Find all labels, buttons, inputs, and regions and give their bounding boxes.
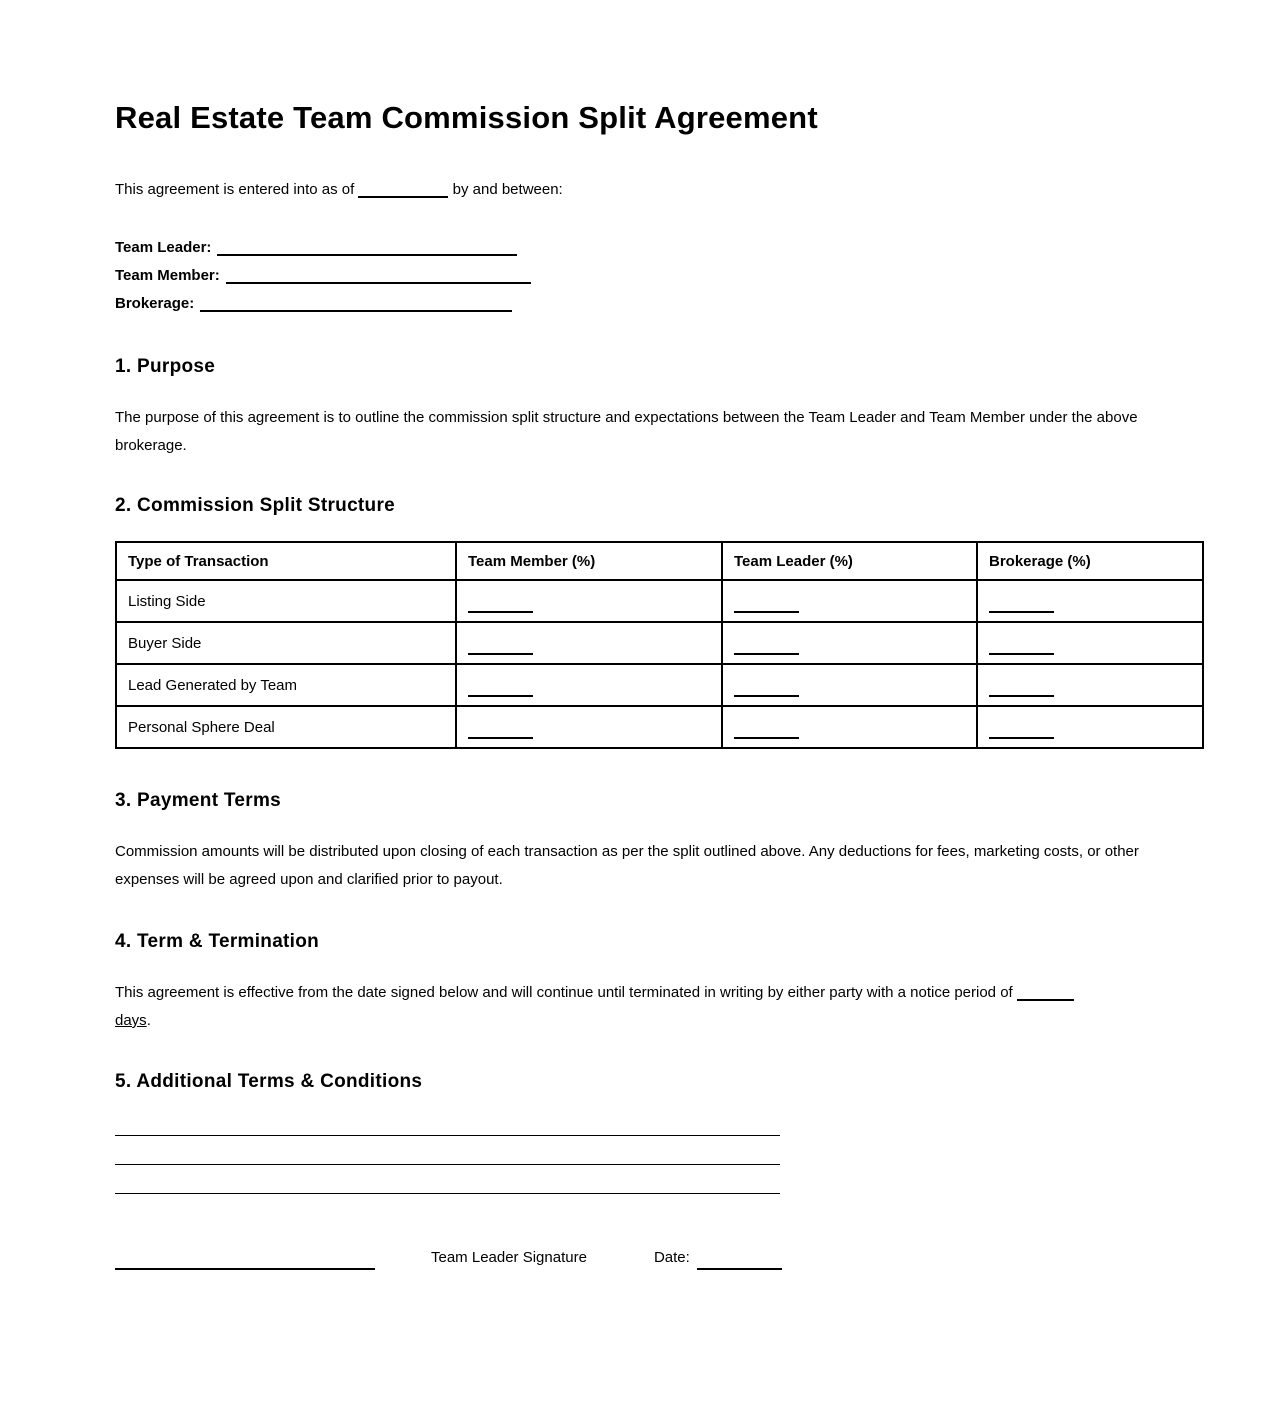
parties-block [115,234,1148,318]
table-header-row [116,542,1203,580]
commission-split-table [115,541,1204,749]
team-leader-row [115,234,1148,262]
pct-blank-cell [977,664,1203,706]
header-type-of-transaction: Type of Transaction [116,542,456,580]
pct-blank-cell [722,622,977,664]
team-leader-label: Team Leader: [115,239,212,256]
pct-blank-line [989,695,1054,697]
table-row [116,622,1203,664]
brokerage-row [115,290,1148,318]
pct-blank-cell [456,622,722,664]
pct-blank-cell [722,580,977,622]
row-label: Buyer Side [116,622,456,664]
term-underlined-word: days [115,1012,147,1029]
intro-text-before: This agreement is entered into as of [115,181,359,198]
pct-blank-cell [456,706,722,748]
pct-blank-line [734,737,799,739]
pct-blank-line [734,653,799,655]
pct-blank-cell [456,664,722,706]
row-label: Personal Sphere Deal [116,706,456,748]
pct-blank-line [734,695,799,697]
pct-blank-cell [977,580,1203,622]
writing-line [115,1165,780,1194]
pct-blank-cell [977,706,1203,748]
term-termination-body [115,979,1148,1035]
team-member-label: Team Member: [115,267,220,284]
section-heading-purpose: 1. Purpose [115,356,216,377]
term-text-before: This agreement is effective from the date signed below and will continue until terminated in writing by either party with a notice period of [115,984,1017,1001]
header-team-leader-pct: Team Leader (%) [722,542,977,580]
table-row [116,706,1203,748]
pct-blank-line [468,737,533,739]
team-leader-blank-line [217,240,517,256]
additional-terms-writing-lines [115,1107,1148,1194]
section-heading-commission-split: 2. Commission Split Structure [115,495,396,516]
pct-blank-cell [977,622,1203,664]
header-team-member-pct: Team Member (%) [456,542,722,580]
date-label: Date: [653,1249,690,1266]
intro-text-after: by and between: [448,181,563,198]
pct-blank-line [468,653,533,655]
intro-paragraph [115,176,1148,204]
brokerage-blank-line [200,296,512,312]
pct-blank-line [989,653,1054,655]
purpose-body: The purpose of this agreement is to outline the commission split structure and expectations between the Team Leader and Team Member under the above brokerage. [115,409,1138,454]
section-heading-additional-terms: 5. Additional Terms & Conditions [115,1071,423,1092]
document-title: Real Estate Team Commission Split Agreement [115,100,818,135]
brokerage-label: Brokerage: [115,295,195,312]
row-label: Listing Side [116,580,456,622]
table-row [116,664,1203,706]
pct-blank-line [989,611,1054,613]
pct-blank-line [989,737,1054,739]
pct-blank-line [734,611,799,613]
pct-blank-line [468,695,533,697]
team-member-row [115,262,1148,290]
date-blank-line [697,1250,782,1270]
writing-line [115,1136,780,1165]
pct-blank-cell [456,580,722,622]
header-brokerage-pct: Brokerage (%) [977,542,1203,580]
term-trailing-punctuation: . [146,1012,151,1029]
row-label: Lead Generated by Team [116,664,456,706]
section-heading-term-termination: 4. Term & Termination [115,931,320,952]
writing-line [115,1107,780,1136]
pct-blank-cell [722,706,977,748]
table-row [116,580,1203,622]
payment-terms-body: Commission amounts will be distributed upon closing of each transaction as per the split outlined above. Any deductions for fees, marketing costs, or other expenses will be agreed upon and clarified prior to payout. [115,843,1139,888]
pct-blank-cell [722,664,977,706]
team-member-blank-line [226,268,531,284]
effective-date-blank-line [358,182,448,198]
pct-blank-line [468,611,533,613]
section-heading-payment-terms: 3. Payment Terms [115,790,282,811]
notice-period-blank-line [1017,985,1074,1001]
signature-block [115,1246,1148,1270]
team-leader-signature-label: Team Leader Signature [431,1249,587,1266]
team-leader-signature-blank-line [115,1248,375,1270]
